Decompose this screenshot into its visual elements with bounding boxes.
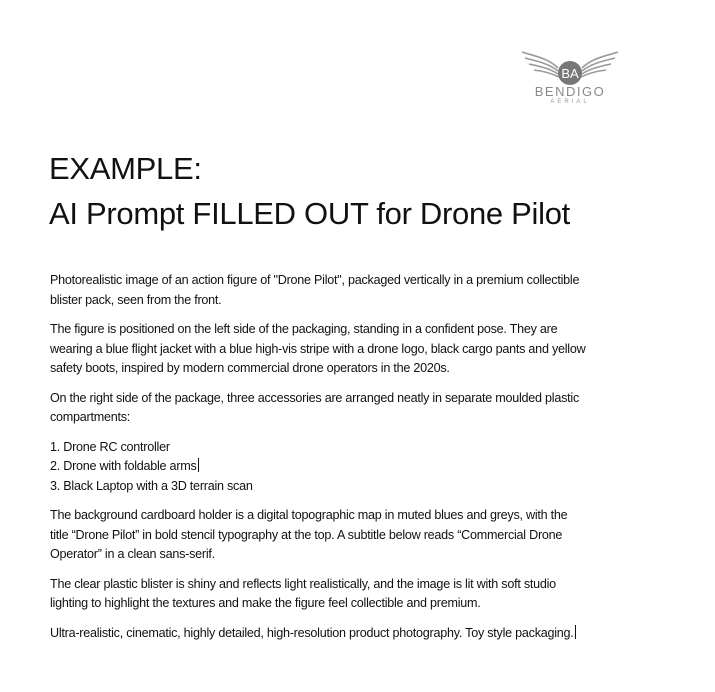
bendigo-aerial-logo [520,46,620,108]
paragraph [50,320,690,379]
text-line: The figure is positioned on the left side of the packaging, standing in a confident pose. They are [50,322,558,336]
text-line: Photorealistic image of an action figure of "Drone Pilot", packaged vertically in a premium collectible [50,273,580,287]
list-item: 1. Drone RC controller [50,439,170,454]
text-line: On the right side of the package, three accessories are arranged neatly in separate moulded plastic [50,390,579,405]
text-cursor [198,458,199,472]
text-line: Operator” in a clean sans-serif. [50,547,215,561]
list-item: 2. Drone with foldable arms [50,459,197,473]
text-line: title “Drone Pilot” in bold stencil typography at the top. A subtitle below reads “Commercial Drone [50,527,563,542]
text-line: compartments: [50,410,131,424]
text-line: lighting to highlight the textures and make the figure feel collectible and premium. [50,596,481,610]
paragraph [50,575,690,614]
text-line: wearing a blue flight jacket with a blue high-vis stripe with a drone logo, black cargo pants and yellow [50,341,586,356]
text-cursor [575,625,576,639]
paragraph [50,271,690,310]
svg-text:BA: BA [561,66,579,81]
text-line: safety boots, inspired by modern commercial drone operators in the 2020s. [50,361,450,375]
paragraph [50,624,690,644]
winged-logo-icon [520,46,620,86]
heading-title: AI Prompt FILLED OUT for Drone Pilot [49,196,570,231]
list-item: 3. Black Laptop with a 3D terrain scan [50,478,253,493]
text-line: The background cardboard holder is a digital topographic map in muted blues and greys, with the [50,508,568,522]
text-line: The clear plastic blister is shiny and reflects light realistically, and the image is lit with soft studio [50,576,556,591]
accessory-list [50,438,690,497]
paragraph [50,389,690,428]
document-body[interactable] [50,271,690,653]
text-line: blister pack, seen from the front. [50,292,222,307]
text-line: Ultra-realistic, cinematic, highly detailed, high-resolution product photography. Toy style packaging. [50,625,574,640]
paragraph [50,506,690,565]
logo-sub-text: AERIAL [550,99,590,105]
logo-brand-text: BENDIGO [534,84,606,99]
heading-example: EXAMPLE: [49,151,202,186]
